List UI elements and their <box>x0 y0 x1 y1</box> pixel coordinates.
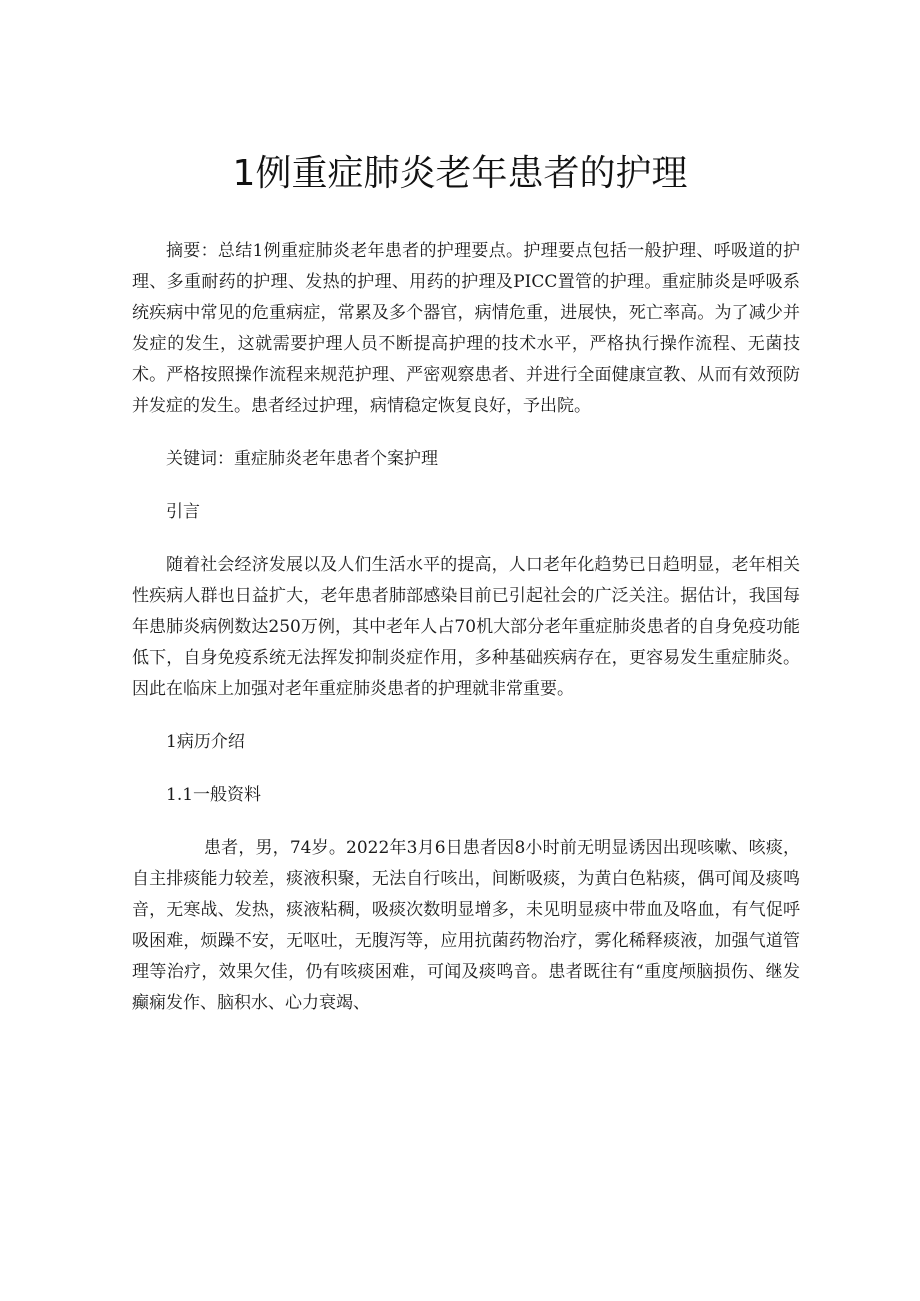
document-title: 1例重症肺炎老年患者的护理 <box>232 153 688 194</box>
document-body <box>132 236 800 1019</box>
abstract-paragraph: 摘要：总结1例重症肺炎老年患者的护理要点。护理要点包括一般护理、呼吸道的护理、多重耐药的护理、发热的护理、用药的护理及PICC置管的护理。重症肺炎是呼吸系统疾病中常见的危重病症，常累及多个器官，病情危重，进展快，死亡率高。为了减少并发症的发生，这就需要护理人员不断提高护理的技术水平，严格执行操作流程、无菌技术。严格按照操作流程来规范护理、严密观察患者、并进行全面健康宣教、从而有效预防并发症的发生。患者经过护理，病情稳定恢复良好，予出院。 <box>132 241 800 416</box>
keywords-line: 关键词：重症肺炎老年患者个案护理 <box>166 449 438 469</box>
case-paragraph: 患者，男，74岁。2022年3月6日患者因8小时前无明显诱因出现咳嗽、咳痰，自主排痰能力较差，痰液积聚，无法自行咳出，间断吸痰，为黄白色粘痰，偶可闻及痰鸣音，无寒战、发热，痰液粘稠，吸痰次数明显增多，未见明显痰中带血及咯血，有气促呼吸困难，烦躁不安，无呕吐，无腹泻等，应用抗菌药物治疗，雾化稀释痰液，加强气道管理等治疗，效果欠佳，仍有咳痰困难，可闻及痰鸣音。患者既往有“重度颅脑损伤、继发癫痫发作、脑积水、心力衰竭、 <box>132 838 800 1013</box>
intro-paragraph: 随着社会经济发展以及人们生活水平的提高，人口老年化趋势已日趋明显，老年相关性疾病人群也日益扩大，老年患者肺部感染目前已引起社会的广泛关注。据估计，我国每年患肺炎病例数达250万例，其中老年人占70机大部分老年重症肺炎患者的自身免疫功能低下，自身免疫系统无法挥发抑制炎症作用，多种基础疾病存在，更容易发生重症肺炎。因此在临床上加强对老年重症肺炎患者的护理就非常重要。 <box>132 555 800 699</box>
intro-heading: 引言 <box>166 502 200 522</box>
section-1-heading: 1病历介绍 <box>166 732 245 752</box>
section-1-1-heading: 1.1一般资料 <box>166 785 262 805</box>
